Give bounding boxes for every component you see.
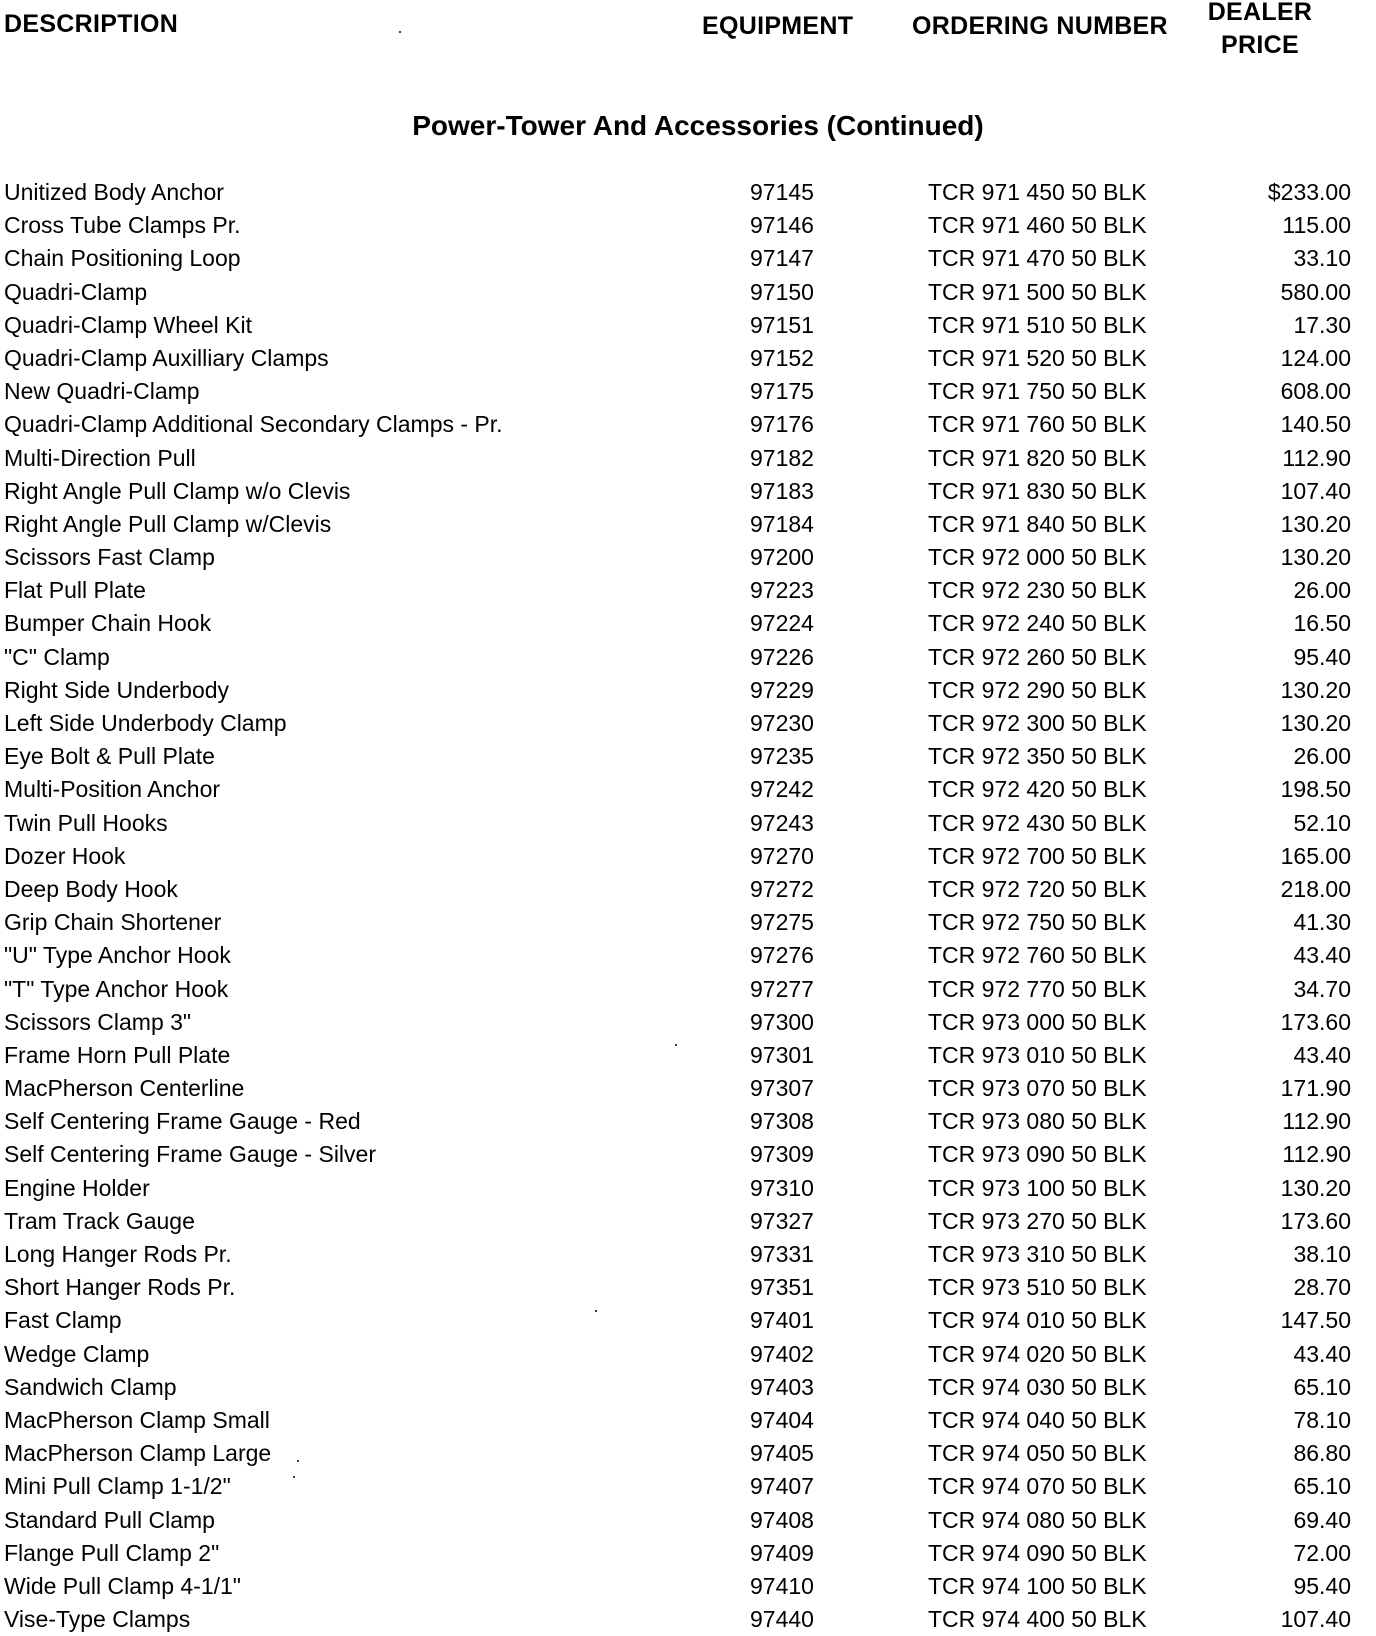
row-ordering-number: TCR 972 720 50 BLK: [928, 875, 1147, 902]
table-row: [0, 541, 1376, 574]
table-row: [0, 1437, 1376, 1470]
table-row: [0, 442, 1376, 475]
row-dealer-price: 28.70: [1293, 1274, 1351, 1301]
row-description: Multi-Position Anchor: [4, 776, 221, 803]
row-equipment-number: 97401: [750, 1307, 814, 1334]
table-row: [0, 276, 1376, 309]
row-description: MacPherson Centerline: [4, 1075, 245, 1102]
row-dealer-price: 26.00: [1293, 743, 1351, 770]
row-description: Right Angle Pull Clamp w/Clevis: [4, 510, 332, 537]
row-ordering-number: TCR 974 020 50 BLK: [928, 1340, 1147, 1367]
table-row: [0, 1172, 1376, 1205]
section-title: Power-Tower And Accessories (Continued): [412, 110, 984, 141]
table-row: [0, 574, 1376, 607]
scan-speck: [297, 1460, 299, 1462]
row-dealer-price: 130.20: [1280, 1174, 1351, 1201]
row-equipment-number: 97152: [750, 344, 814, 371]
dealer-price-line1: DEALER: [1207, 0, 1313, 26]
row-equipment-number: 97410: [750, 1572, 814, 1599]
row-equipment-number: 97408: [750, 1506, 814, 1533]
row-description: MacPherson Clamp Large: [4, 1440, 272, 1467]
row-equipment-number: 97310: [750, 1174, 814, 1201]
row-ordering-number: TCR 971 750 50 BLK: [928, 378, 1147, 405]
row-description: Long Hanger Rods Pr.: [4, 1241, 232, 1267]
table-row: [0, 508, 1376, 541]
row-equipment-number: 97150: [750, 278, 814, 305]
table-row: [0, 1570, 1376, 1603]
row-dealer-price: 17.30: [1293, 311, 1351, 338]
row-description: Standard Pull Clamp: [4, 1506, 215, 1533]
row-equipment-number: 97405: [750, 1440, 814, 1467]
row-dealer-price: 140.50: [1280, 411, 1351, 438]
row-ordering-number: TCR 971 760 50 BLK: [928, 411, 1147, 438]
row-description: Chain Positioning Loop: [4, 245, 241, 272]
row-description: Mini Pull Clamp 1-1/2": [4, 1473, 231, 1500]
row-dealer-price: 26.00: [1293, 577, 1351, 604]
row-equipment-number: 97182: [750, 444, 814, 471]
row-equipment-number: 97200: [750, 544, 814, 571]
row-description: Wide Pull Clamp 4-1/1": [4, 1572, 241, 1599]
row-equipment-number: 97226: [750, 643, 814, 670]
row-dealer-price: 173.60: [1280, 1207, 1351, 1234]
row-ordering-number: TCR 971 510 50 BLK: [928, 311, 1147, 338]
row-description: Quadri-Clamp Wheel Kit: [4, 311, 252, 338]
row-dealer-price: 580.00: [1280, 278, 1351, 305]
table-row: [0, 873, 1376, 906]
table-row: [0, 641, 1376, 674]
row-dealer-price: 112.90: [1282, 1141, 1351, 1168]
row-description: Dozer Hook: [4, 842, 126, 869]
row-equipment-number: 97331: [750, 1241, 814, 1267]
row-equipment-number: 97175: [750, 378, 814, 405]
price-table: [0, 176, 1376, 1636]
dealer-price-line2: PRICE: [1221, 31, 1299, 59]
row-equipment-number: 97409: [750, 1539, 814, 1566]
table-row: [0, 740, 1376, 773]
row-ordering-number: TCR 971 840 50 BLK: [928, 510, 1147, 537]
row-equipment-number: 97272: [750, 875, 814, 902]
row-equipment-number: 97184: [750, 510, 814, 537]
table-row: [0, 773, 1376, 806]
table-row: [0, 707, 1376, 740]
row-dealer-price: 112.90: [1282, 444, 1351, 471]
row-ordering-number: TCR 973 270 50 BLK: [928, 1207, 1147, 1234]
row-dealer-price: $233.00: [1267, 179, 1351, 205]
row-equipment-number: 97223: [750, 577, 814, 604]
row-dealer-price: 130.20: [1280, 710, 1351, 736]
row-ordering-number: TCR 972 260 50 BLK: [928, 643, 1147, 670]
row-dealer-price: 130.20: [1280, 676, 1351, 703]
row-description: Multi-Direction Pull: [4, 444, 196, 471]
row-description: New Quadri-Clamp: [4, 378, 200, 405]
row-equipment-number: 97270: [750, 842, 814, 869]
row-description: Scissors Clamp 3": [4, 1008, 192, 1035]
row-dealer-price: 33.10: [1293, 245, 1351, 272]
row-ordering-number: TCR 971 460 50 BLK: [928, 212, 1147, 239]
row-dealer-price: 16.50: [1293, 610, 1351, 637]
row-dealer-price: 43.40: [1293, 1340, 1351, 1367]
row-description: Flange Pull Clamp 2": [4, 1539, 220, 1566]
row-equipment-number: 97183: [750, 477, 814, 504]
table-row: [0, 1039, 1376, 1072]
row-dealer-price: 43.40: [1293, 1041, 1351, 1068]
row-description: Quadri-Clamp Additional Secondary Clamps - Pr.: [4, 411, 503, 438]
table-row: [0, 674, 1376, 707]
row-ordering-number: TCR 972 290 50 BLK: [928, 676, 1147, 703]
row-ordering-number: TCR 972 430 50 BLK: [928, 809, 1147, 836]
table-row: [0, 1238, 1376, 1271]
column-header-description: DESCRIPTION: [4, 10, 179, 38]
table-row: [0, 1072, 1376, 1105]
column-header-equipment: EQUIPMENT: [702, 12, 854, 40]
row-equipment-number: 97404: [750, 1406, 814, 1433]
table-row: [0, 1371, 1376, 1404]
row-description: Eye Bolt & Pull Plate: [4, 743, 215, 770]
row-ordering-number: TCR 973 070 50 BLK: [928, 1075, 1147, 1102]
row-description: Twin Pull Hooks: [4, 809, 168, 836]
row-description: "C" Clamp: [4, 643, 110, 670]
row-equipment-number: 97301: [750, 1041, 814, 1068]
row-ordering-number: TCR 972 420 50 BLK: [928, 776, 1147, 803]
row-dealer-price: 107.40: [1280, 1606, 1351, 1633]
row-ordering-number: TCR 974 080 50 BLK: [928, 1506, 1147, 1533]
scan-speck: [293, 1476, 295, 1478]
row-ordering-number: TCR 972 700 50 BLK: [928, 842, 1147, 869]
table-row: [0, 176, 1376, 209]
row-ordering-number: TCR 973 090 50 BLK: [928, 1141, 1147, 1168]
row-dealer-price: 78.10: [1293, 1406, 1351, 1433]
row-ordering-number: TCR 973 100 50 BLK: [928, 1174, 1147, 1201]
row-dealer-price: 86.80: [1293, 1440, 1351, 1467]
row-dealer-price: 43.40: [1293, 942, 1351, 969]
table-row: [0, 1404, 1376, 1437]
row-equipment-number: 97308: [750, 1108, 814, 1135]
row-equipment-number: 97276: [750, 942, 814, 969]
table-row: [0, 242, 1376, 275]
table-row: [0, 408, 1376, 441]
table-row: [0, 1470, 1376, 1503]
row-dealer-price: 608.00: [1280, 378, 1351, 405]
row-dealer-price: 124.00: [1280, 344, 1351, 371]
row-ordering-number: TCR 974 400 50 BLK: [928, 1606, 1147, 1633]
row-dealer-price: 72.00: [1293, 1539, 1351, 1566]
row-equipment-number: 97176: [750, 411, 814, 438]
row-description: Short Hanger Rods Pr.: [4, 1274, 236, 1301]
column-header-dealer-price: [1185, 0, 1335, 62]
table-row: [0, 342, 1376, 375]
table-row: [0, 1006, 1376, 1039]
row-equipment-number: 97407: [750, 1473, 814, 1500]
row-description: Wedge Clamp: [4, 1340, 150, 1367]
row-ordering-number: TCR 974 090 50 BLK: [928, 1539, 1147, 1566]
row-description: Unitized Body Anchor: [4, 179, 224, 205]
table-row: [0, 840, 1376, 873]
row-dealer-price: 130.20: [1280, 544, 1351, 571]
table-row: [0, 375, 1376, 408]
row-description: Vise-Type Clamps: [4, 1606, 191, 1633]
row-ordering-number: TCR 973 010 50 BLK: [928, 1041, 1147, 1068]
row-dealer-price: 95.40: [1293, 643, 1351, 670]
row-equipment-number: 97235: [750, 743, 814, 770]
row-ordering-number: TCR 972 770 50 BLK: [928, 975, 1147, 1002]
column-header-ordering-number: ORDERING NUMBER: [912, 12, 1168, 40]
row-description: Deep Body Hook: [4, 875, 178, 902]
table-row: [0, 1603, 1376, 1636]
row-equipment-number: 97146: [750, 212, 814, 239]
row-equipment-number: 97440: [750, 1606, 814, 1633]
table-row: [0, 906, 1376, 939]
row-equipment-number: 97351: [750, 1274, 814, 1301]
row-equipment-number: 97300: [750, 1008, 814, 1035]
row-description: Self Centering Frame Gauge - Red: [4, 1108, 361, 1135]
table-row: [0, 1271, 1376, 1304]
table-row: [0, 607, 1376, 640]
row-description: "T" Type Anchor Hook: [4, 975, 229, 1002]
row-dealer-price: 52.10: [1293, 809, 1351, 836]
row-dealer-price: 69.40: [1293, 1506, 1351, 1533]
row-ordering-number: TCR 974 100 50 BLK: [928, 1572, 1147, 1599]
table-row: [0, 939, 1376, 972]
row-dealer-price: 65.10: [1293, 1473, 1351, 1500]
row-dealer-price: 115.00: [1282, 212, 1351, 239]
table-row: [0, 807, 1376, 840]
row-description: Quadri-Clamp: [4, 278, 148, 305]
scan-speck: [399, 31, 401, 33]
scan-speck: [595, 1310, 597, 1312]
table-row: [0, 1304, 1376, 1337]
row-equipment-number: 97403: [750, 1373, 814, 1400]
row-ordering-number: TCR 971 450 50 BLK: [928, 179, 1147, 205]
row-ordering-number: TCR 974 050 50 BLK: [928, 1440, 1147, 1467]
row-description: Engine Holder: [4, 1174, 150, 1201]
row-equipment-number: 97309: [750, 1141, 814, 1168]
row-description: Tram Track Gauge: [4, 1207, 195, 1234]
scan-speck: [675, 1044, 677, 1046]
row-ordering-number: TCR 971 830 50 BLK: [928, 477, 1147, 504]
row-description: Right Side Underbody: [4, 676, 230, 703]
row-description: Frame Horn Pull Plate: [4, 1041, 231, 1068]
row-description: Sandwich Clamp: [4, 1373, 177, 1400]
table-row: [0, 1338, 1376, 1371]
row-description: Right Angle Pull Clamp w/o Clevis: [4, 477, 351, 504]
table-row: [0, 309, 1376, 342]
row-description: Scissors Fast Clamp: [4, 544, 215, 571]
table-row: [0, 1504, 1376, 1537]
row-equipment-number: 97327: [750, 1207, 814, 1234]
row-description: Fast Clamp: [4, 1307, 122, 1334]
row-dealer-price: 171.90: [1280, 1075, 1351, 1102]
row-equipment-number: 97402: [750, 1340, 814, 1367]
row-ordering-number: TCR 973 000 50 BLK: [928, 1008, 1147, 1035]
table-row: [0, 475, 1376, 508]
row-dealer-price: 95.40: [1293, 1572, 1351, 1599]
row-dealer-price: 165.00: [1280, 842, 1351, 869]
row-ordering-number: TCR 971 500 50 BLK: [928, 278, 1147, 305]
row-description: Quadri-Clamp Auxilliary Clamps: [4, 344, 329, 371]
row-description: Cross Tube Clamps Pr.: [4, 212, 241, 239]
row-ordering-number: TCR 972 000 50 BLK: [928, 544, 1147, 571]
row-equipment-number: 97147: [750, 245, 814, 272]
row-dealer-price: 147.50: [1280, 1307, 1351, 1334]
row-dealer-price: 112.90: [1282, 1108, 1351, 1135]
row-dealer-price: 198.50: [1280, 776, 1351, 803]
row-ordering-number: TCR 973 510 50 BLK: [928, 1274, 1147, 1301]
row-ordering-number: TCR 972 240 50 BLK: [928, 610, 1147, 637]
row-description: MacPherson Clamp Small: [4, 1406, 270, 1433]
row-equipment-number: 97243: [750, 809, 814, 836]
row-ordering-number: TCR 972 300 50 BLK: [928, 710, 1147, 736]
row-description: Left Side Underbody Clamp: [4, 710, 287, 736]
row-equipment-number: 97277: [750, 975, 814, 1002]
table-row: [0, 209, 1376, 242]
row-equipment-number: 97151: [750, 311, 814, 338]
row-ordering-number: TCR 973 310 50 BLK: [928, 1241, 1147, 1267]
row-dealer-price: 34.70: [1293, 975, 1351, 1002]
row-equipment-number: 97307: [750, 1075, 814, 1102]
row-ordering-number: TCR 974 010 50 BLK: [928, 1307, 1147, 1334]
row-ordering-number: TCR 974 040 50 BLK: [928, 1406, 1147, 1433]
row-description: Bumper Chain Hook: [4, 610, 212, 637]
row-ordering-number: TCR 971 820 50 BLK: [928, 444, 1147, 471]
row-equipment-number: 97230: [750, 710, 814, 736]
row-dealer-price: 41.30: [1293, 909, 1351, 936]
table-row: [0, 1205, 1376, 1238]
row-ordering-number: TCR 972 760 50 BLK: [928, 942, 1147, 969]
row-description: Self Centering Frame Gauge - Silver: [4, 1141, 376, 1168]
row-equipment-number: 97145: [750, 179, 814, 205]
row-ordering-number: TCR 972 230 50 BLK: [928, 577, 1147, 604]
row-ordering-number: TCR 972 350 50 BLK: [928, 743, 1147, 770]
row-ordering-number: TCR 974 070 50 BLK: [928, 1473, 1147, 1500]
row-description: Grip Chain Shortener: [4, 909, 222, 936]
row-dealer-price: 218.00: [1280, 875, 1351, 902]
row-dealer-price: 130.20: [1280, 510, 1351, 537]
row-description: Flat Pull Plate: [4, 577, 146, 604]
row-ordering-number: TCR 973 080 50 BLK: [928, 1108, 1147, 1135]
row-description: "U" Type Anchor Hook: [4, 942, 231, 969]
table-row: [0, 1105, 1376, 1138]
row-dealer-price: 173.60: [1280, 1008, 1351, 1035]
row-dealer-price: 107.40: [1280, 477, 1351, 504]
row-equipment-number: 97275: [750, 909, 814, 936]
row-equipment-number: 97229: [750, 676, 814, 703]
table-row: [0, 973, 1376, 1006]
table-row: [0, 1138, 1376, 1171]
table-row: [0, 1537, 1376, 1570]
row-equipment-number: 97242: [750, 776, 814, 803]
row-dealer-price: 38.10: [1293, 1241, 1351, 1267]
row-equipment-number: 97224: [750, 610, 814, 637]
row-dealer-price: 65.10: [1293, 1373, 1351, 1400]
row-ordering-number: TCR 974 030 50 BLK: [928, 1373, 1147, 1400]
row-ordering-number: TCR 972 750 50 BLK: [928, 909, 1147, 936]
row-ordering-number: TCR 971 520 50 BLK: [928, 344, 1147, 371]
row-ordering-number: TCR 971 470 50 BLK: [928, 245, 1147, 272]
